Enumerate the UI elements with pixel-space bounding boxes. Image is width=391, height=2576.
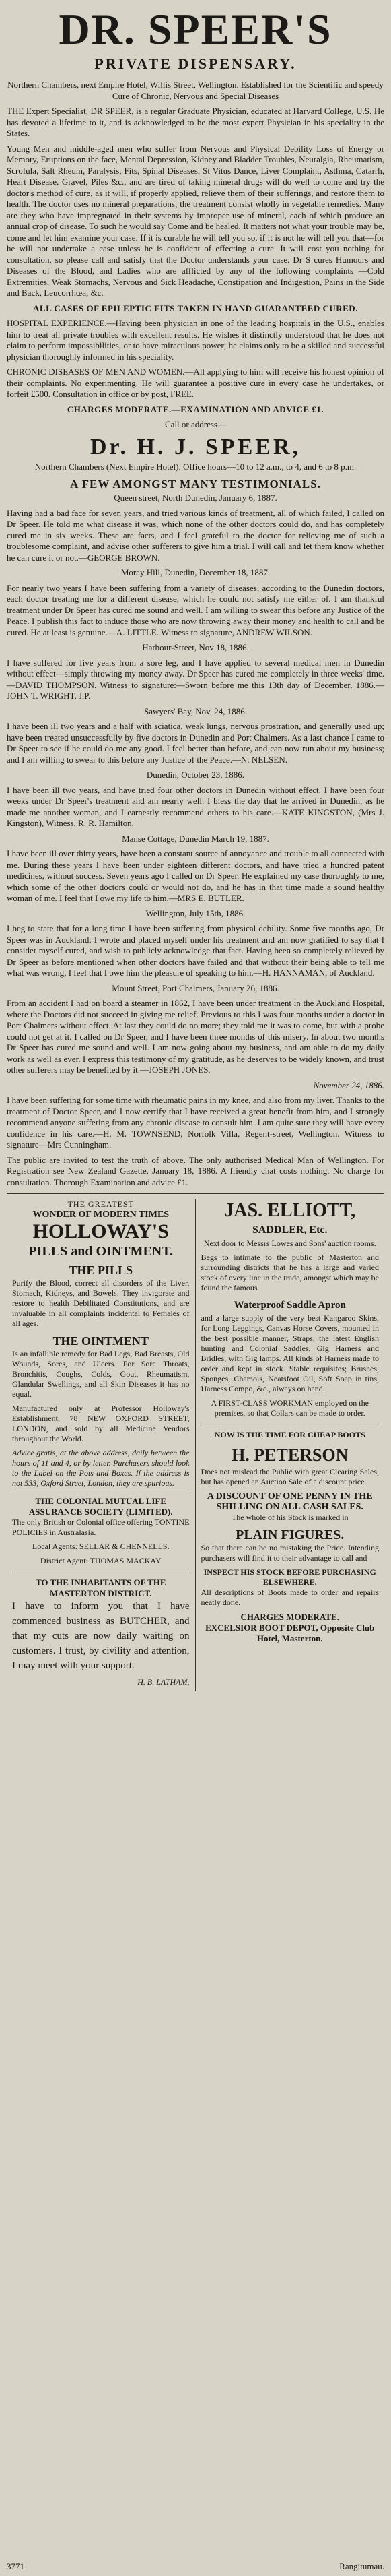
holloway-brand: HOLLOWAY'S xyxy=(32,1220,169,1243)
testimonial-dateline: Sawyers' Bay, Nov. 24, 1886. xyxy=(143,705,248,716)
newspaper-page xyxy=(0,5,391,2576)
holloway-kicker: THE GREATEST xyxy=(67,1199,134,1209)
testimonial-dateline: November 24, 1886. xyxy=(313,1079,384,1090)
call-address: Call or address— xyxy=(165,419,226,429)
footer-number: 3771 xyxy=(7,2561,24,2571)
subtitle: PRIVATE DISPENSARY. xyxy=(94,55,297,72)
masthead: DR. SPEER'S xyxy=(59,5,332,53)
pills-body: Purify the Blood, correct all disorders of the Liver, Stomach, Kidneys, and Bowels. They invigorate and restore to health Debilitated Constitutions, and are invaluable in all complaints incidental to Females of all ages. xyxy=(12,1278,190,1328)
holloway-head: WONDER OF MODERN TIMES xyxy=(32,1210,170,1220)
epileptic-header: ALL CASES OF EPILEPTIC FITS TAKEN IN HAND GUARANTEED CURED. xyxy=(33,303,358,313)
testimonial-dateline: Mount Street, Port Chalmers, January 26, 1886. xyxy=(112,982,279,993)
right-ad-column xyxy=(196,1199,385,1691)
colonial-title: THE COLONIAL MUTUAL LIFE ASSURANCE SOCIETY (LIMITED). xyxy=(28,1496,173,1517)
left-ad-column xyxy=(7,1199,196,1691)
doctor-name: Dr. H. J. SPEER, xyxy=(90,434,301,460)
colonial-mutual-ad xyxy=(12,1493,190,1573)
ads-columns xyxy=(7,1199,384,1691)
testimonial-dateline: Moray Hill, Dunedin, December 18, 1887. xyxy=(120,567,271,577)
peterson-discount: A DISCOUNT OF ONE PENNY IN THE SHILLING ON ALL CASH SALES. xyxy=(207,1491,373,1512)
elliott-trade: SADDLER, Etc. xyxy=(252,1224,328,1236)
address-paragraph: Northern Chambers, next Empire Hotel, Willis Street, Wellington. Established for the Scientific and speedy Cure of Chronic, Nervous and Special Diseases xyxy=(7,80,384,101)
testimonial: From an accident I had on board a steamer in 1862, I have been under treatment in the Auckland Hospital, where the Doctors did not succeed in giving me relief. Previous to this I was four months under a doctor in Port Chalmers without effect. At last they could do no more; they told me it was to come, but with a probe could not get at it. I called on Dr Speer, and I have been three months of this misery. In about two months Dr Speer has cured me sound and well. I am now going about my business, and am able to do my daily work as well as ever. I express this testimony of my gratitude, as he deserves to be widely known, and trust other sufferers may be benefited by it.—JOSEPH JONES. xyxy=(7,998,384,1075)
colonial-district: District Agent: THOMAS MACKAY xyxy=(40,1556,162,1565)
chronic-paragraph: CHRONIC DISEASES OF MEN AND WOMEN.—All applying to him will receive his honest opinion of their complaints. No experimenting. He will guarantee a positive cure in every case he undertakes, or forfeit £500. Consultation in office or by post, FREE. xyxy=(7,367,384,399)
testimonial-dateline: Manse Cottage, Dunedin March 19, 1887. xyxy=(122,833,269,844)
testimonial: I have been suffering for some time with rheumatic pains in my knee, and also from my liver. Thanks to the treatment of Doctor Speer, and I now certify that I have received a great benefit from him, and I strongly recommend anyone suffering from any chronic disease to consult him. I am quite sure they will have every confidence in his care.—H. M. TOWNSEND, Norfolk Villa, Regent-street, Wellington. Witness to signature—Mrs Cunningham. xyxy=(7,1095,384,1150)
public-invite-paragraph: The public are invited to test the truth of above. The only authorised Medical Man of Wellington. For Registration see New Zealand Gazette, January 18, 1886. A friendly chat costs nothing. No charge for consultation. Thorough Examination and advice £1. xyxy=(7,1154,384,1187)
footer-place: Rangitumau. xyxy=(339,2561,384,2571)
ointment-body: Is an infallible remedy for Bad Legs, Bad Breasts, Old Wounds, Sores, and Ulcers. For Sore Throats, Bronchitis, Coughs, Colds, Gout, Rheumatism, Glandular Swellings, and all Skin Diseases it has no equal. xyxy=(12,1349,190,1399)
butcher-ad xyxy=(12,1577,190,1687)
peterson-body2: The whole of his Stock is marked in xyxy=(231,1513,349,1522)
testimonials-header: A FEW AMONGST MANY TESTIMONIALS. xyxy=(70,478,321,491)
charges-line: CHARGES MODERATE.—EXAMINATION AND ADVICE £1. xyxy=(67,404,324,414)
peterson-kicker: NOW IS THE TIME FOR CHEAP BOOTS xyxy=(214,1430,365,1439)
testimonial: I have been ill over thirty years, have been a constant source of annoyance and trouble to all connected with me. During these years I have been under eighteen different doctors, and have tried a hundred patent medicines, without success. Seven years ago I called on Dr Speer. He explained my case thoroughly to me, which some of the other doctors could or would not do, and he has in that time made a sound healthy woman of me. I feel that I owe my life to him.—MRS E. BUTLER. xyxy=(7,848,384,903)
testimonial-dateline: Dunedin, October 23, 1886. xyxy=(146,769,245,780)
peterson-name: H. PETERSON xyxy=(232,1445,349,1465)
peterson-plain-figures: PLAIN FIGURES. xyxy=(236,1528,345,1542)
elliott-address: Next door to Messrs Lowes and Sons' auction rooms. xyxy=(203,1238,376,1248)
pills-header: THE PILLS xyxy=(69,1263,133,1277)
intro-paragraph: THE Expert Specialist, DR SPEER, is a regular Graduate Physician, educated at Harvard College, U.S. He has devoted a lifetime to it, and is acknowledged to be the most expert Physician in his speciality in the States. xyxy=(7,106,384,138)
colonial-agents: Local Agents: SELLAR & CHENNELLS. xyxy=(32,1542,170,1551)
peterson-charges: CHARGES MODERATE. xyxy=(240,1612,339,1622)
colonial-body: The only British or Colonial office offering TONTINE POLICIES in Australasia. xyxy=(12,1517,190,1537)
butcher-title: TO THE INHABITANTS OF THE MASTERTON DISTRICT. xyxy=(35,1577,166,1598)
conditions-paragraph: Young Men and middle-aged men who suffer from Nervous and Physical Debility Loss of Energy or Memory, Eruptions on the face, Mental Depression, Kidney and Bladder Troubles, Neuralgia, Rheumatism, Scrofula, Salt Rheum, Paralysis, Fits, Spinal Diseases, St Vitus Dance, Liver Complaint, Asthma, Catarrh, Heart Disease, Gravel, Piles &c., and are tired of taking mineral drugs will do well to come and try the doctor's method of cure, as it will, if properly applied, relieve them of their sufferings, and restore them to health. The doctor uses no mineral preparations; the treatment consist wholly in vegetable remedies. Many are they who have impregnated in their systems by improper use of mineral, each of which produce an annual crop of disease. To such he would say Come and be healed. It matters not what your trouble may be, come and let him examine your case. If it is curable he will tell you so, if it is not he will tell you that—for he will not undertake a case unless he is confident of effecting a cure. It will cost you nothing for consultation, so please call and satisfy that the Doctor understands your case. Dr S cures Humours and Diseases of the Blood, and Ladies who are afflicted by any of the following complaints —Cold Extremities, Weak Stomachs, Nervous and Sick Headache, Constipation and Indigestion, Pains in the Side and Back, Leucorrhœa, &c. xyxy=(7,143,384,298)
elliott-body: Begs to intimate to the public of Masterton and surrounding districts that he has a large and varied stock of every line in the trade, amongst which may be found the famous xyxy=(201,1253,379,1292)
elliott-name: JAS. ELLIOTT, xyxy=(224,1200,356,1221)
elliott-apron: Waterproof Saddle Apron xyxy=(234,1300,346,1311)
testimonial: Having had a bad face for seven years, and tried various kinds of treatment, all of which failed, I called on Dr Speer. He told me what disease it was, which none of the other doctors could do, and has completely cured me in six weeks. These are facts, and I feel grateful to the doctor for relieving me of such a troublesome complaint, and advise other sufferers to give him a trial. I will call and let them know whether he can cure it or not.—GEORGE BROWN. xyxy=(7,507,384,563)
testimonial-dateline: Wellington, July 15th, 1886. xyxy=(145,908,246,918)
peterson-body3: So that there can be no mistaking the Price. Intending purchasers will find it to their advantage to call and xyxy=(201,1543,379,1563)
testimonial: I have been ill two years and a half with sciatica, weak lungs, nervous prostration, and generally used up; have been treated unsuccessfully by five doctors in Dunedin and Port Chalmers. As a last chance I came to Dr Speer to see if he could do me any good. I feel better than before, and can now run about my business; and I am willing to swear to this before any Justice of the Peace.—N. NELSEN. xyxy=(7,721,384,765)
testimonial-dateline: Harbour-Street, Nov 18, 1886. xyxy=(142,642,249,652)
testimonial: I have suffered for five years from a sore leg, and I have applied to several medical men in Dunedin without effect—simply throwing my money away. Dr Speer has cured me completely in three weeks' time.—DAVID THOMPSON. Witness to signature:—Sworn before me this 13th day of December, 1886.—JOHN T. WRIGHT, J.P. xyxy=(7,657,384,701)
peterson-store: EXCELSIOR BOOT DEPOT, Opposite Club Hotel, Masterton. xyxy=(205,1623,375,1643)
peterson-inspect: INSPECT HIS STOCK BEFORE PURCHASING ELSEWHERE. xyxy=(203,1567,376,1587)
testimonial: For nearly two years I have been suffering from a variety of diseases, according to the Dunedin doctors, each doctor treating me for a different disease, which he could not satisfy me either of. I am thankful treatment under Dr Speer has cured me sound and well. I am willing to swear this before any Justice of the Peace. I publish this fact to induce those who are now throwing away their money and health to call and be cured. He at least is genuine.—A. LITTLE. Witness to signature, ANDREW WILSON. xyxy=(7,582,384,637)
elliott-body2: and a large supply of the very best Kangaroo Skins, for Long Leggings, Canvas Horse Covers, mounted in the best possible manner, Straps, the latest English hunting and Colonial Saddles, Gig Harness and Bridles, with Gig lamps. All kinds of Harness made to order and kept in stock. Stable requisites; Brushes, Sponges, Chamois, Neatsfoot Oil, Soft Soap in tins, Harness Compo, &c., always on hand. xyxy=(201,1313,379,1393)
holloway-manufacture: Manufactured only at Professor Holloway's Establishment, 78 NEW OXFORD STREET, LONDON, and sold by all Medicine Vendors throughout the World. xyxy=(12,1404,190,1443)
office-hours: Northern Chambers (Next Empire Hotel). Office hours—10 to 12 a.m., to 4, and 6 to 8 p.m. xyxy=(34,461,357,472)
testimonial-dateline: Queen street, North Dunedin, January 6, 1887. xyxy=(114,493,277,503)
butcher-body: I have to inform you that I have commenced business as BUTCHER, and that my cuts are now daily waiting on customers. I trust, by civility and attention, I may meet with your support. xyxy=(12,1601,190,1671)
elliott-workman: A FIRST-CLASS WORKMAN employed on the premises, so that Collars can be made to order. xyxy=(211,1398,369,1418)
testimonial: I have been ill two years, and have tried four other doctors in Dunedin without effect. I have been four weeks under Dr Speer's treatment and am nearly well. I bless the day that he arrived in Dunedin, as he made me another woman, and I earnestly recommend others to his care.—KATE KINGSTON, (Mrs J. Kingston), Witness, R. R. Hamilton. xyxy=(7,784,384,828)
peterson-body: Does not mislead the Public with great Clearing Sales, but has opened an Auction Sale of a discount price. xyxy=(201,1467,379,1486)
holloway-advice: Advice gratis, at the above address, daily between the hours of 11 and 4, or by letter. Purchasers should look to the Label on the Pots and Boxes. If the address is not 533, Oxford Street, London, they are spurious. xyxy=(12,1448,190,1488)
testimonial: I beg to state that for a long time I have been suffering from physical debility. Some five months ago, Dr Speer was in Auckland, I wrote and placed myself under his treatment and am now gratified to say that I consider myself cured, and wish to publicly acknowledge that fact. Having been so completely relieved by Dr Speer as before mentioned when other doctors have failed and that without their being able to tell me what was wrong, I feel that I owe him the pleasure of speaking to him.—H. HANNAMAN, of Auckland. xyxy=(7,923,384,978)
section-divider xyxy=(7,1193,384,1194)
hospital-paragraph: HOSPITAL EXPERIENCE.—Having been physician in one of the leading hospitals in the U.S., enables him to treat all private troubles with excellent results. He wishes it distinctly understood that he does not claim to perform impossibilities, or to have miraculous power; he claims only to be a skilled and successful physician thoroughly informed in his speciality. xyxy=(7,318,384,362)
peterson-repair: All descriptions of Boots made to order and repairs neatly done. xyxy=(201,1588,379,1607)
ointment-header: THE OINTMENT xyxy=(52,1334,149,1348)
holloway-brand-sub: PILLS and OINTMENT. xyxy=(28,1244,174,1259)
butcher-sign: H. B. LATHAM, xyxy=(137,1677,190,1687)
